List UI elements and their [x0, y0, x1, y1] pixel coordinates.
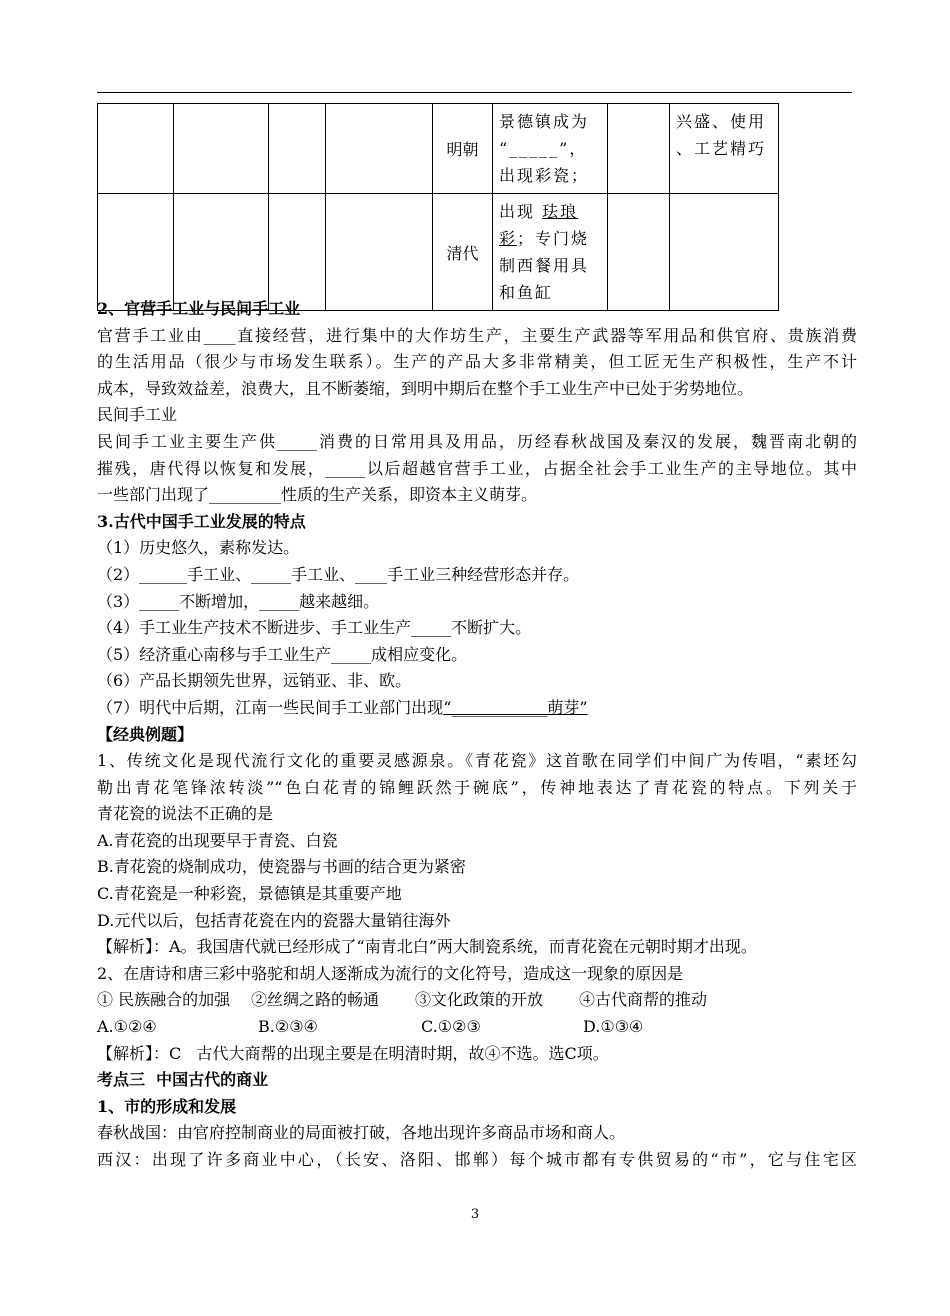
- notes-cell: [670, 104, 779, 194]
- cell-line: 和鱼缸: [499, 283, 554, 302]
- cell-text: ；专门烧: [517, 229, 590, 248]
- option: B.青花瓷的烧制成功，使瓷器与书画的结合更为紧密: [97, 857, 466, 877]
- table-cell: [326, 104, 433, 194]
- history-table: [97, 103, 779, 311]
- choice-items: [97, 987, 857, 1014]
- underlined-blank: “____________萌芽”: [443, 697, 588, 717]
- table-cell: [269, 194, 326, 311]
- cell-text: 出现: [499, 202, 536, 221]
- choice-item: ②丝绸之路的畅通: [251, 990, 380, 1010]
- table-row: [98, 194, 779, 311]
- paragraph-line: 一些部门出现了_________性质的生产关系，即资本主义萌芽。: [97, 485, 538, 505]
- question-line: 1、传统文化是现代流行文化的重要灵感源泉。《青花瓷》这首歌在同学们中间广为传唱，“素坯勾: [97, 751, 857, 771]
- paragraph-line: 西汉：出现了许多商业中心，（长安、洛阳、邯郸）每个城市都有专供贸易的“市”，它与住宅区: [97, 1150, 857, 1169]
- list-item: （2）______手工业、_____手工业、____手工业三种经营形态并存。: [97, 564, 580, 584]
- paragraph-line: 官营手工业由____直接经营，进行集中的大作坊生产，主要生产武器等军用品和供官府、贵族消费: [97, 325, 857, 345]
- answer-explanation: 【解析】：C 古代大商帮的出现主要是在明清时期，故④不选。选C项。: [97, 1043, 609, 1063]
- document-body: [97, 296, 857, 1174]
- paragraph-line: 成本，导致效益差，浪费大，且不断萎缩，到明中期后在整个手工业生产中已处于劣势地位。: [97, 378, 754, 398]
- list-item-text: （7）明代中后期，江南一些民间手工业部门出现: [97, 697, 444, 717]
- cell-line: “_____”，: [499, 139, 588, 158]
- underlined-term: 彩: [499, 229, 518, 248]
- list-item: （3）_____不断增加，_____越来越细。: [97, 591, 380, 611]
- header-rule: [97, 92, 852, 93]
- paragraph-line: 民间手工业: [97, 405, 178, 425]
- cell-line: 、工艺精巧: [676, 139, 767, 158]
- choice-item: ① 民族融合的加强: [97, 990, 231, 1010]
- description-cell: [493, 104, 608, 194]
- question-line: 青花瓷的说法不正确的是: [97, 804, 274, 824]
- option: D.①③④: [583, 1017, 644, 1037]
- table-row: [98, 104, 779, 194]
- page-number: 3: [470, 1207, 480, 1222]
- cell-line: 兴盛、使用: [676, 112, 767, 131]
- paragraph-line: 的生活用品（很少与市场发生联系）。生产的产品大多非常精美，但工匠无生产积极性，生产不计: [97, 352, 857, 372]
- options-row: [97, 1014, 857, 1041]
- description-cell: [493, 194, 608, 311]
- table-cell: [269, 104, 326, 194]
- question-line: 勒出青花笔锋浓转淡”“色白花青的锦鲤跃然于碗底”，传神地表达了青花瓷的特点。下列关于: [97, 777, 857, 797]
- cell-line: 制西餐用具: [499, 256, 590, 275]
- list-item: [97, 695, 857, 722]
- list-item: （5）经济重心南移与手工业生产_____成相应变化。: [97, 644, 468, 664]
- dynasty-cell: 清代: [433, 194, 493, 311]
- option: A.①②④: [97, 1017, 157, 1037]
- table-cell: [98, 194, 174, 311]
- list-item: （6）产品长期领先世界，远销亚、非、欧。: [97, 671, 412, 691]
- section-heading: 2、官营手工业与民间手工业: [97, 299, 301, 318]
- option: B.②③④: [258, 1017, 318, 1037]
- option: C.①②③: [421, 1017, 481, 1037]
- underlined-term: 珐琅: [542, 202, 579, 221]
- cell-line: 出现彩瓷；: [499, 166, 590, 185]
- table-cell: [326, 194, 433, 311]
- section-heading: 3.古代中国手工业发展的特点: [97, 511, 306, 531]
- table-cell: [98, 104, 174, 194]
- list-item: （1）历史悠久，素称发达。: [97, 538, 300, 558]
- question-line: 2、在唐诗和唐三彩中骆驼和胡人逐渐成为流行的文化符号，造成这一现象的原因是: [97, 963, 684, 983]
- dynasty-cell: 明朝: [433, 104, 493, 194]
- option: C.青花瓷是一种彩瓷，景德镇是其重要产地: [97, 884, 402, 904]
- cell-line: [499, 225, 601, 252]
- list-item: （4）手工业生产技术不断进步、手工业生产_____不断扩大。: [97, 618, 532, 638]
- cell-line: 景德镇成为: [499, 112, 590, 131]
- paragraph-line: 春秋战国：由官府控制商业的局面被打破，各地出现许多商品市场和商人。: [97, 1123, 626, 1143]
- section-heading: 【经典例题】: [97, 724, 194, 744]
- option: A.青花瓷的出现要早于青瓷、白瓷: [97, 830, 338, 850]
- option: D.元代以后，包括青花瓷在内的瓷器大量销往海外: [97, 910, 451, 930]
- table-cell: [670, 194, 779, 311]
- paragraph-line: 民间手工业主要生产供_____消费的日常用具及用品，历经春秋战国及秦汉的发展，魏晋南北朝的: [97, 431, 857, 451]
- choice-item: ③文化政策的开放: [415, 990, 544, 1010]
- table-cell: [174, 194, 269, 311]
- subsection-heading: 1、市的形成和发展: [97, 1096, 237, 1116]
- table-cell: [608, 194, 670, 311]
- choice-item: ④古代商帮的推动: [579, 990, 708, 1010]
- section-heading: 考点三 中国古代的商业: [97, 1070, 269, 1090]
- table-cell: [608, 104, 670, 194]
- paragraph-line: 摧残，唐代得以恢复和发展，_____以后超越官营手工业，占据全社会手工业生产的主导地位。其中: [97, 458, 857, 478]
- answer-explanation: 【解析】：A。我国唐代就已经形成了“南青北白”两大制瓷系统，而青花瓷在元朝时期才出现。: [97, 937, 757, 957]
- table-cell: [174, 104, 269, 194]
- cell-line: [499, 198, 601, 225]
